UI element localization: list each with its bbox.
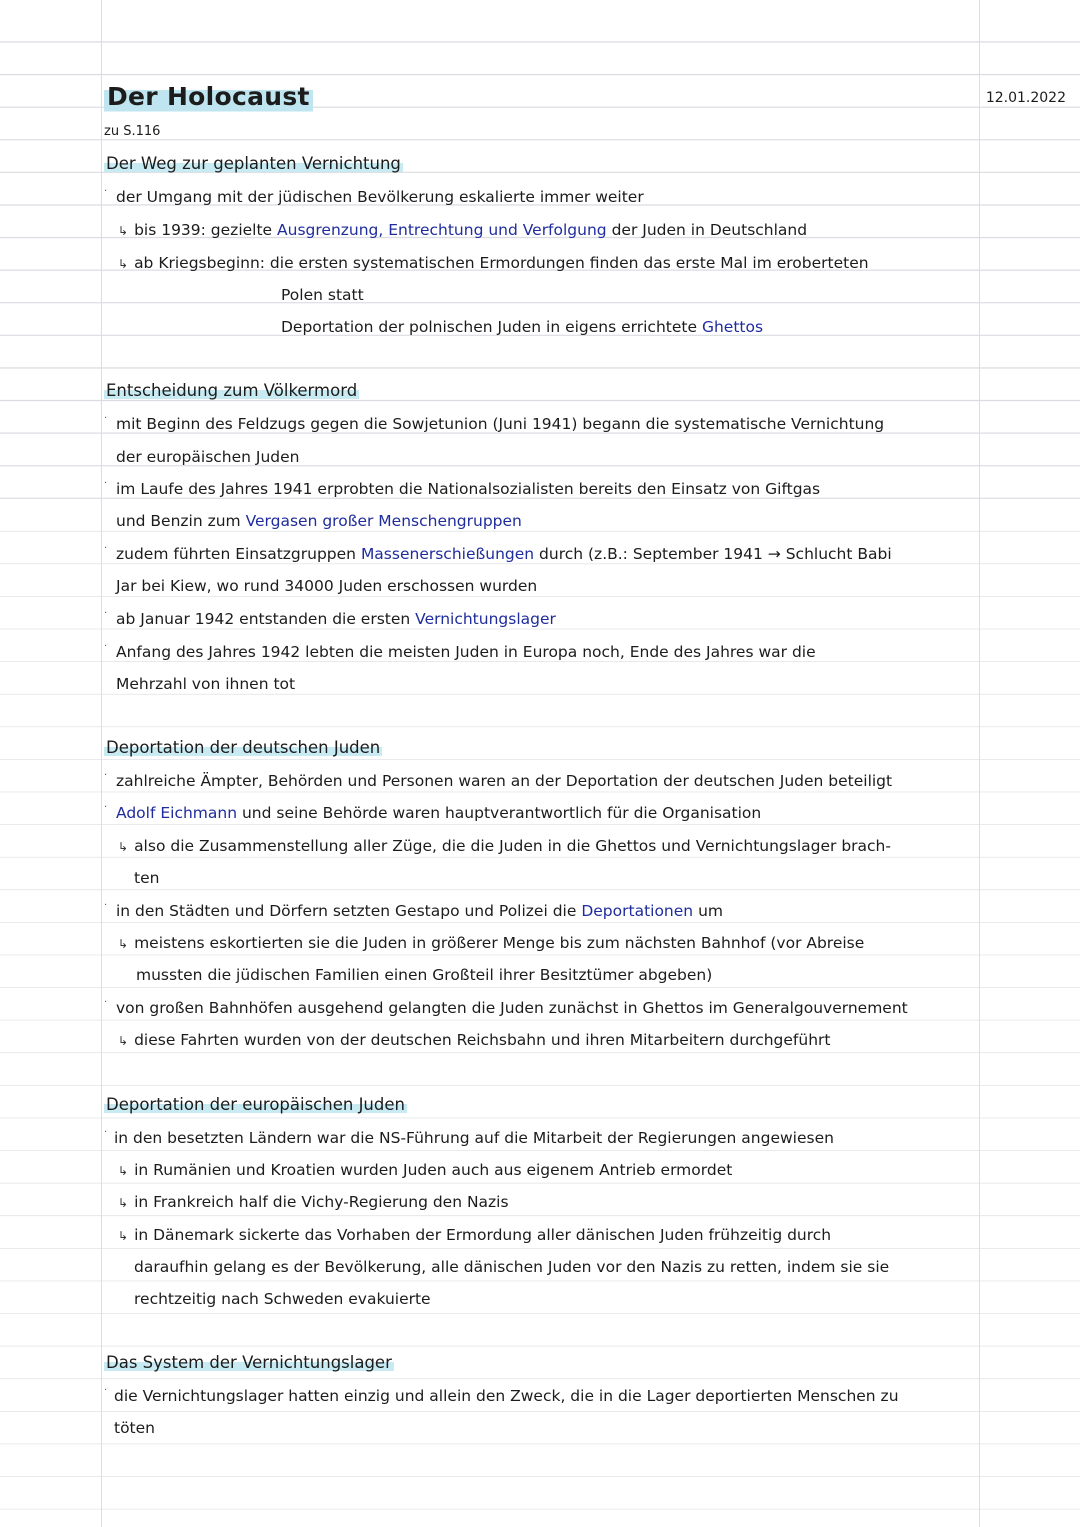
europa-bullet-4: ↳ in Dänemark sickerte das Vorhaben der Ermordung aller dänischen Juden frühzeitig durch — [118, 1226, 832, 1244]
bullet-dot: · — [104, 186, 108, 197]
entscheidung-bullet-2-cont: und Benzin zum Vergasen großer Menschengruppen — [116, 512, 522, 530]
weg-bullet-3: ↳ ab Kriegsbeginn: die ersten systematischen Ermordungen finden das erste Mal im eroberteten — [118, 254, 869, 272]
entscheidung-bullet-3: zudem führten Einsatzgruppen Massenerschießungen durch (z.B.: September 1941 → Schlucht Babi — [116, 545, 892, 563]
bullet-dot: · — [104, 1385, 108, 1396]
system-bullet-1-cont: töten — [114, 1419, 155, 1437]
section-heading-weg: Der Weg zur geplanten Vernichtung — [106, 154, 401, 173]
bullet-dot: · — [104, 641, 108, 652]
arrow-icon: ↳ — [118, 1164, 129, 1178]
entscheidung-bullet-4: ab Januar 1942 entstanden die ersten Vernichtungslager — [116, 610, 556, 628]
europa-bullet-1: in den besetzten Ländern war die NS-Führung auf die Mitarbeit der Regierungen angewiesen — [114, 1129, 834, 1147]
section-heading-system: Das System der Vernichtungslager — [106, 1353, 392, 1372]
source-reference: zu S.116 — [104, 124, 161, 139]
europa-bullet-3: ↳ in Frankreich half die Vichy-Regierung den Nazis — [118, 1193, 509, 1211]
page-title: Der Holocaust — [104, 80, 313, 114]
arrow-icon: ↳ — [118, 937, 129, 951]
bullet-dot: · — [104, 802, 108, 813]
arrow-icon: ↳ — [118, 1034, 129, 1048]
arrow-icon: ↳ — [118, 840, 129, 854]
deutsche-bullet-6: von großen Bahnhöfen ausgehend gelangten die Juden zunächst in Ghettos im Generalgouvernement — [116, 999, 908, 1017]
deutsche-bullet-4: in den Städten und Dörfern setzten Gestapo und Polizei die Deportationen um — [116, 902, 723, 920]
entscheidung-bullet-1-cont: der europäischen Juden — [116, 448, 300, 466]
bullet-dot: · — [104, 413, 108, 424]
arrow-icon: ↳ — [118, 1229, 129, 1243]
system-bullet-1: die Vernichtungslager hatten einzig und allein den Zweck, die in die Lager deportierten Menschen zu — [114, 1387, 899, 1405]
left-margin-line — [101, 0, 102, 1527]
bullet-dot: · — [104, 543, 108, 554]
deutsche-bullet-3-cont: ten — [134, 869, 160, 887]
weg-bullet-4: Deportation der polnischen Juden in eigens errichtete Ghettos — [281, 318, 764, 336]
bullet-dot: · — [104, 478, 108, 489]
deutsche-bullet-3: ↳ also die Zusammenstellung aller Züge, die die Juden in die Ghettos und Vernichtungslager brach- — [118, 837, 891, 855]
bullet-dot: · — [104, 1127, 108, 1138]
deutsche-bullet-7: ↳ diese Fahrten wurden von der deutschen Reichsbahn und ihren Mitarbeitern durchgeführt — [118, 1031, 831, 1049]
section-heading-entscheidung: Entscheidung zum Völkermord — [106, 381, 358, 400]
entscheidung-bullet-5-cont: Mehrzahl von ihnen tot — [116, 675, 296, 693]
section-heading-deutsche: Deportation der deutschen Juden — [106, 738, 381, 757]
section-heading-europa: Deportation der europäischen Juden — [106, 1095, 405, 1114]
arrow-icon: ↳ — [118, 257, 129, 271]
bullet-dot: · — [104, 900, 108, 911]
arrow-icon: ↳ — [118, 1196, 129, 1210]
deutsche-bullet-5: ↳ meistens eskortierten sie die Juden in größerer Menge bis zum nächsten Bahnhof (vor Abreise — [118, 934, 865, 952]
entscheidung-bullet-3-cont: Jar bei Kiew, wo rund 34000 Juden erschossen wurden — [116, 577, 538, 595]
bullet-dot: · — [104, 997, 108, 1008]
weg-bullet-3-cont: Polen statt — [281, 286, 364, 304]
bullet-dot: · — [104, 608, 108, 619]
europa-bullet-4-cont-1: daraufhin gelang es der Bevölkerung, alle dänischen Juden vor den Nazis zu retten, indem sie sie — [134, 1258, 890, 1276]
weg-bullet-1: der Umgang mit der jüdischen Bevölkerung eskalierte immer weiter — [116, 188, 644, 206]
bullet-dot: · — [104, 770, 108, 781]
deutsche-bullet-5-cont: mussten die jüdischen Familien einen Großteil ihrer Besitztümer abgeben) — [136, 966, 713, 984]
europa-bullet-4-cont-2: rechtzeitig nach Schweden evakuierte — [134, 1290, 431, 1308]
right-margin-line — [979, 0, 980, 1527]
entscheidung-bullet-1: mit Beginn des Feldzugs gegen die Sowjetunion (Juni 1941) begann die systematische Vernichtung — [116, 415, 885, 433]
arrow-icon: ↳ — [118, 224, 129, 238]
europa-bullet-2: ↳ in Rumänien und Kroatien wurden Juden auch aus eigenem Antrieb ermordet — [118, 1161, 733, 1179]
deutsche-bullet-1: zahlreiche Ämpter, Behörden und Personen waren an der Deportation der deutschen Juden beteiligt — [116, 772, 893, 790]
page-date: 12.01.2022 — [985, 90, 1066, 106]
entscheidung-bullet-2: im Laufe des Jahres 1941 erprobten die Nationalsozialisten bereits den Einsatz von Giftgas — [116, 480, 821, 498]
weg-bullet-2: ↳ bis 1939: gezielte Ausgrenzung, Entrechtung und Verfolgung der Juden in Deutschland — [118, 221, 808, 239]
entscheidung-bullet-5: Anfang des Jahres 1942 lebten die meisten Juden in Europa noch, Ende des Jahres war die — [116, 643, 816, 661]
deutsche-bullet-2: Adolf Eichmann und seine Behörde waren hauptverantwortlich für die Organisation — [116, 804, 762, 822]
